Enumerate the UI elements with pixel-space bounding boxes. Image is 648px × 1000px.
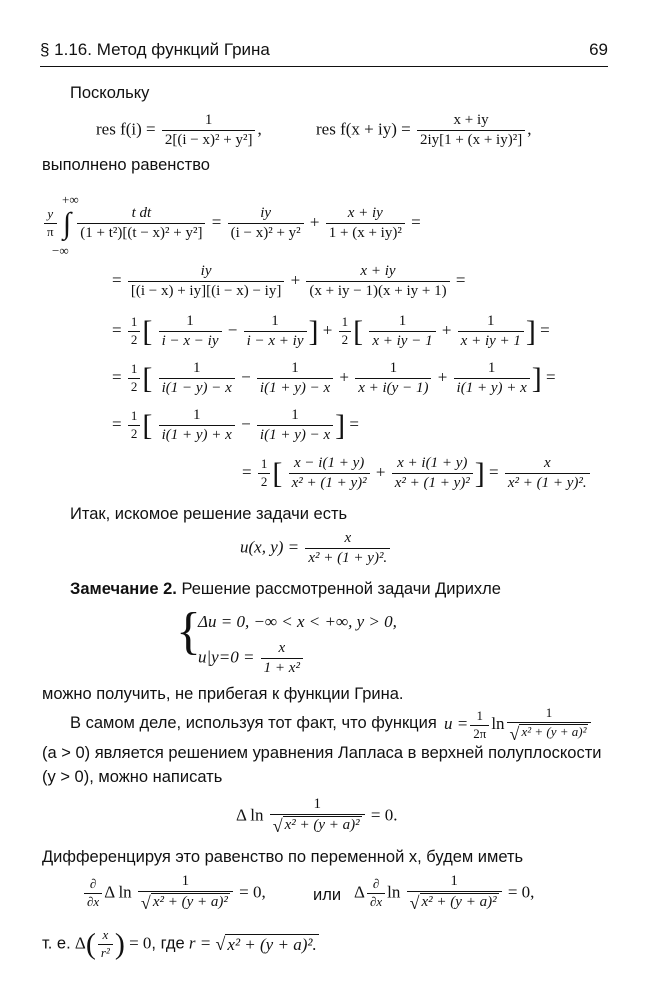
- minus-sign: −: [227, 320, 238, 340]
- res2-num: x + iy: [453, 112, 489, 128]
- l2-f2-num: x + iy: [360, 263, 396, 279]
- l3-c-den: x + iy − 1: [369, 331, 435, 350]
- res2-lhs: res f(x + iy) =: [316, 119, 411, 139]
- l3-d-den: x + iy + 1: [458, 331, 524, 350]
- remark-text: Решение рассмотренной задачи Дирихле: [181, 580, 501, 598]
- system-line-2: [198, 640, 305, 678]
- res-formula-2: res f(x + iy) = $\frac{x + iy}{\text{2iy[1 + (x + iy)²]}}$ ,: [316, 112, 532, 149]
- equals-sign: =: [112, 270, 122, 290]
- sol-den: x² + (1 + y)².: [305, 548, 390, 567]
- bracket-open: [: [353, 314, 364, 348]
- l1-f2-num: iy: [260, 205, 272, 221]
- l1-f3-num: x + iy: [347, 205, 383, 221]
- u-def-den1: 2π: [470, 725, 489, 742]
- delta-sign: Δ: [354, 882, 365, 902]
- text-vypolneno: выполнено равенство: [42, 156, 210, 174]
- l4-c-num: 1: [389, 360, 398, 376]
- l1-f1-den: (1 + t²)[(t − x)² + y²]: [77, 223, 205, 242]
- te-frac-den: r²: [98, 944, 113, 961]
- text-poskolku: Поскольку: [70, 84, 150, 102]
- header-rule: [40, 66, 608, 67]
- l1-f1-num: t dt: [131, 205, 152, 221]
- l6-r-den: x² + (1 + y)².: [505, 473, 590, 492]
- system-line-1: Δu = 0, −∞ < x < +∞, y > 0,: [198, 612, 397, 631]
- l3-c-num: 1: [398, 313, 407, 329]
- eq-zero-comma: = 0,: [507, 882, 535, 902]
- d-den: ∂x: [367, 893, 385, 910]
- bracket-open: [: [272, 456, 283, 490]
- laplace-sqrt: x² + (y + a)²: [283, 816, 362, 837]
- plus-sign: +: [375, 462, 386, 482]
- text-v-samom-dele: В самом деле, используя тот факт, что функция: [70, 714, 437, 732]
- derivative-formula-2: Δ $\frac{\partial}{\partial x}$ ln 1 √ x² + (y + a)² = 0,: [354, 873, 535, 914]
- plus-sign: +: [437, 367, 448, 387]
- equals-sign: =: [242, 462, 252, 482]
- l3-d-num: 1: [487, 313, 495, 329]
- delta-sign: Δ: [74, 933, 86, 953]
- l3-a-den: i − x − iy: [159, 331, 222, 350]
- bracket-close: ]: [308, 314, 319, 348]
- l3-b-den: i − x + iy: [244, 331, 307, 350]
- text-ili: или: [313, 886, 342, 904]
- text-y-gt-0: (y > 0), можно написать: [42, 768, 223, 786]
- minus-sign: −: [241, 414, 251, 434]
- half-den: 2: [128, 331, 141, 348]
- plus-sign: +: [339, 367, 349, 387]
- l2-f2-den: (x + iy − 1)(x + iy + 1): [306, 281, 449, 300]
- minus-sign: −: [241, 367, 251, 387]
- half-den: 2: [128, 378, 141, 395]
- equals-sign: =: [211, 212, 222, 232]
- delta-ln: Δ ln: [236, 805, 264, 825]
- l6-r-num: x: [543, 455, 551, 471]
- equals-sign: =: [349, 414, 359, 434]
- d-den: ∂x: [84, 893, 102, 910]
- l4-b-den: i(1 + y) − x: [257, 378, 333, 397]
- system-brace: {: [176, 603, 201, 660]
- y-num: y: [47, 206, 54, 222]
- l2-f1-num: iy: [200, 263, 212, 279]
- plus-sign: +: [309, 212, 320, 232]
- sys2-den: 1 + x²: [261, 658, 303, 677]
- l4-a-num: 1: [192, 360, 201, 376]
- d-num: ∂: [89, 876, 97, 892]
- delta-ln: Δ ln: [104, 882, 132, 902]
- equals-sign: =: [112, 320, 122, 340]
- sol-num: x: [344, 530, 352, 546]
- l2-f1-den: [(i − x) + iy][(i − x) − iy]: [128, 281, 284, 300]
- text-a-gt-0: (a > 0) является решением уравнения Лапласа в верхней полуплоскости: [42, 744, 602, 762]
- l1-f2-den: (i − x)² + y²: [228, 223, 304, 242]
- text-itak: Итак, искомое решение задачи есть: [70, 505, 348, 523]
- l4-a-den: i(1 − y) − x: [159, 378, 235, 397]
- l4-d-num: 1: [487, 360, 496, 376]
- te-frac-num: x: [102, 927, 109, 942]
- half-num: 1: [130, 408, 138, 424]
- laplace-formula: Δ ln 1 √ x² + (y + a)² = 0.: [236, 796, 398, 837]
- equals-sign: =: [411, 212, 421, 232]
- half-den: 2: [128, 425, 141, 442]
- l3-a-num: 1: [186, 313, 194, 329]
- l5-b-num: 1: [291, 407, 299, 423]
- plus-sign: +: [290, 270, 301, 290]
- half-num: 1: [130, 314, 138, 330]
- section-header: § 1.16. Метод функций Грина: [40, 40, 270, 59]
- derivation-line-6: [242, 455, 592, 493]
- bracket-close: ]: [335, 408, 346, 442]
- int-upper-limit: +∞: [62, 192, 79, 207]
- der1-num: 1: [181, 873, 190, 889]
- derivation-line-2: [112, 263, 465, 301]
- page-number: 69: [589, 40, 608, 59]
- equals-sign: =: [540, 320, 550, 340]
- integral-sign: ∫: [62, 206, 72, 240]
- equals-sign: =: [112, 414, 122, 434]
- r-eq: r =: [188, 933, 212, 953]
- l5-a-den: i(1 + y) + x: [159, 425, 235, 444]
- remark-line: [70, 580, 501, 599]
- l4-c-den: x + i(y − 1): [355, 378, 431, 397]
- half-num: 1: [341, 314, 349, 330]
- d-num: ∂: [372, 876, 380, 892]
- l6-a-den: x² + (1 + y)²: [289, 473, 370, 492]
- text-gde: , где: [151, 934, 185, 953]
- bracket-open: [: [142, 361, 153, 395]
- res1-den: 2[(i − x)² + y²]: [162, 130, 256, 149]
- sys2-lhs: u|y=0 =: [198, 647, 255, 667]
- derivation-line-5: [112, 407, 359, 445]
- l3-b-num: 1: [271, 313, 279, 329]
- res-formula-1: res f(i) = $\frac{1}{\text{2[(i − x)² + y²]}}$ ,: [96, 112, 262, 149]
- ln-text: ln: [387, 882, 401, 902]
- text-differ: Дифференцируя это равенство по переменной x, будем иметь: [42, 848, 524, 866]
- half-num: 1: [260, 456, 268, 472]
- res2-den: 2iy[1 + (x + iy)²]: [417, 130, 525, 149]
- derivation-line-4: [112, 360, 556, 398]
- bracket-open: [: [142, 314, 153, 348]
- derivation-line-3: [112, 313, 550, 351]
- r-sqrt: x² + (y + a)².: [227, 934, 317, 954]
- eq-zero: = 0.: [370, 805, 398, 825]
- der1-sqrt: x² + (y + a)²: [151, 893, 230, 914]
- plus-sign: +: [322, 320, 333, 340]
- solution-formula: [240, 530, 392, 568]
- half-den: 2: [339, 331, 352, 348]
- l6-b-num: x + i(1 + y): [397, 455, 468, 471]
- l5-a-num: 1: [192, 407, 201, 423]
- pi-den: π: [44, 223, 57, 240]
- sys2-num: x: [278, 640, 286, 656]
- half-den: 2: [258, 473, 271, 490]
- sol-lhs: u(x, y) =: [240, 537, 300, 557]
- paren-close: ): [114, 927, 125, 961]
- l4-b-num: 1: [291, 360, 299, 376]
- u-def-num1: 1: [476, 707, 484, 723]
- u-def-num2: 1: [545, 705, 553, 720]
- bracket-open: [: [142, 408, 153, 442]
- equals-sign: =: [112, 367, 122, 387]
- half-num: 1: [130, 361, 138, 377]
- res1-num: 1: [204, 112, 213, 128]
- te-line: т. е. Δ( $\frac{x}{\text{r²}}$ ) = 0, где r = √ x² + (y + a)².: [42, 927, 317, 961]
- ln-text: ln: [491, 714, 505, 734]
- te-eq: = 0: [129, 933, 152, 953]
- der2-num: 1: [450, 873, 458, 889]
- equals-sign: =: [489, 462, 499, 482]
- remark-title: Замечание 2.: [70, 580, 177, 598]
- bracket-close: ]: [474, 456, 485, 490]
- int-lower-limit: −∞: [52, 243, 69, 258]
- text-te: т. е.: [42, 934, 71, 953]
- l6-b-den: x² + (1 + y)²: [392, 473, 473, 492]
- u-def-sqrt: x² + (y + a)²: [519, 724, 588, 745]
- equals-sign: =: [455, 270, 466, 290]
- l4-d-den: i(1 + y) + x: [454, 378, 530, 397]
- der2-sqrt: x² + (y + a)²: [420, 893, 499, 914]
- derivative-formula-1: $\frac{\partial}{\partial x}$ Δ ln 1 √ x² + (y + a)² = 0,: [82, 873, 266, 914]
- eq-zero-comma: = 0,: [239, 882, 266, 902]
- bracket-close: ]: [525, 314, 536, 348]
- u-definition: u = $\frac{1}{2\pi}$ ln 1 √ x² + (y + a)²: [444, 706, 593, 745]
- bracket-close: ]: [531, 361, 542, 395]
- text-mozhno: можно получить, не прибегая к функции Грина.: [42, 685, 404, 703]
- l5-b-den: i(1 + y) − x: [257, 425, 333, 444]
- l1-f3-den: 1 + (x + iy)²: [326, 223, 405, 242]
- u-def-lhs: u =: [444, 714, 469, 734]
- laplace-num: 1: [313, 796, 321, 812]
- equals-sign: =: [546, 367, 556, 387]
- integral-line: [42, 205, 421, 243]
- l6-a-num: x − i(1 + y): [294, 455, 365, 471]
- paren-open: (: [85, 927, 96, 961]
- res1-lhs: res f(i) =: [96, 119, 156, 139]
- plus-sign: +: [441, 320, 452, 340]
